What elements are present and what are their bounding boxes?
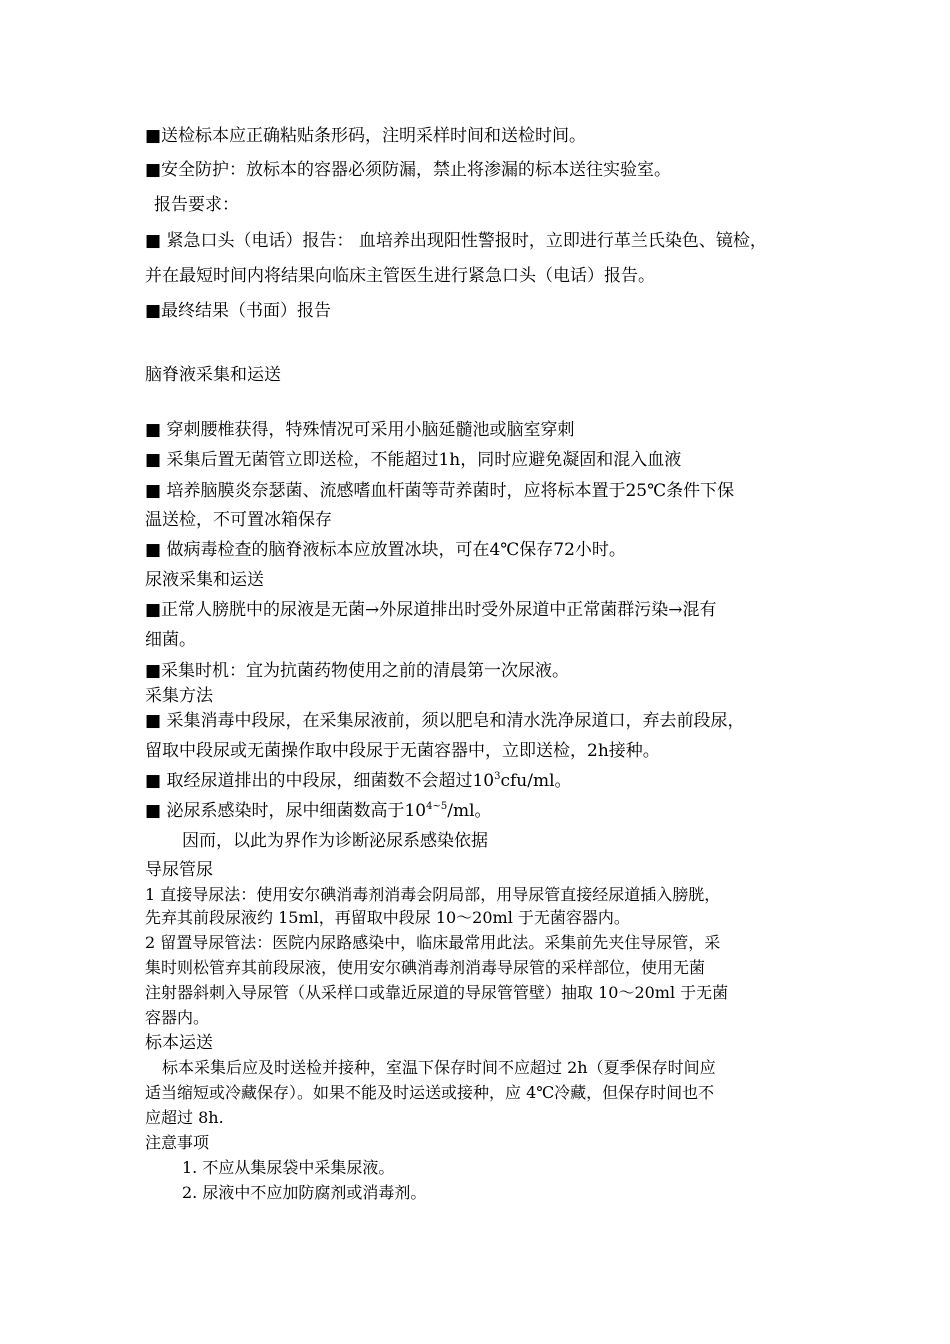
item-text: /ml。	[447, 801, 492, 821]
text-line: ■ 紧急口头（电话）报告： 血培养出现阳性警报时，立即进行革兰氏染色、镜检，	[145, 231, 767, 251]
list-item: 2. 尿液中不应加防腐剂或消毒剂。	[182, 1183, 427, 1202]
list-item: ■ 培养脑膜炎奈瑟菌、流感嗜血杆菌等苛养菌时，应将标本置于25℃条件下保	[145, 481, 735, 501]
exponent: 3	[494, 771, 501, 782]
text-line: 标本采集后应及时送检并接种，室温下保存时间不应超过 2h（夏季保存时间应	[162, 1058, 716, 1077]
item-text: ■ 泌尿系感染时，尿中细菌数高于10	[145, 801, 427, 821]
text-line: 适当缩短或冷藏保存）。如果不能及时运送或接种，应 4℃冷藏，但保存时间也不	[145, 1083, 715, 1102]
text-line: 留取中段尿或无菌操作取中段尿于无菌容器中，立即送检，2h接种。	[145, 741, 660, 761]
list-item	[145, 800, 492, 822]
text-line: ■最终结果（书面）报告	[145, 301, 332, 321]
section-heading: 采集方法	[145, 686, 213, 706]
list-item: ■ 做病毒检查的脑脊液标本应放置冰块，可在4℃保存72小时。	[145, 540, 626, 560]
text-line: 细菌。	[145, 630, 196, 650]
text-line: 先弃其前段尿液约 15ml，再留取中段尿 10～20ml 于无菌容器内。	[145, 908, 630, 927]
item-text: ■ 取经尿道排出的中段尿，细菌数不会超过10	[145, 771, 495, 791]
section-heading: 标本运送	[145, 1033, 213, 1053]
text-line: 温送检，不可置冰箱保存	[145, 510, 332, 530]
text-line: 1 直接导尿法：使用安尔碘消毒剂消毒会阴局部，用导尿管直接经尿道插入膀胱，	[145, 885, 721, 904]
list-item: ■ 采集后置无菌管立即送检，不能超过1h，同时应避免凝固和混入血液	[145, 450, 682, 470]
text-line: 2 留置导尿管法：医院内尿路感染中，临床最常用此法。采集前先夹住导尿管，采	[145, 933, 721, 952]
text-line: 因而，以此为界作为诊断泌尿系感染依据	[182, 831, 488, 851]
list-item: ■ 采集消毒中段尿，在采集尿液前，须以肥皂和清水洗净尿道口，弃去前段尿，	[145, 711, 745, 731]
item-text: cfu/ml。	[500, 771, 572, 791]
text-line: ■送检标本应正确粘贴条形码，注明采样时间和送检时间。	[145, 126, 587, 146]
text-line: ■正常人膀胱中的尿液是无菌→外尿道排出时受外尿道中正常菌群污染→混有	[145, 600, 717, 620]
text-line: 注射器斜刺入导尿管（从采样口或靠近尿道的导尿管管壁）抽取 10～20ml 于无菌	[145, 983, 729, 1002]
list-item: 1. 不应从集尿袋中采集尿液。	[182, 1158, 395, 1177]
text-line: 应超过 8h.	[145, 1108, 224, 1127]
list-item: ■ 穿刺腰椎获得，特殊情况可采用小脑延髓池或脑室穿刺	[145, 420, 575, 440]
list-item	[145, 770, 572, 792]
text-line: 集时则松管弃其前段尿液，使用安尔碘消毒剂消毒导尿管的采样部位，使用无菌	[145, 958, 706, 977]
exponent: 4~5	[426, 801, 448, 812]
section-heading: 导尿管尿	[145, 860, 213, 880]
text-line: 并在最短时间内将结果向临床主管医生进行紧急口头（电话）报告。	[145, 266, 655, 286]
section-heading: 报告要求：	[154, 195, 239, 215]
text-line: ■安全防护：放标本的容器必须防漏，禁止将渗漏的标本送往实验室。	[145, 160, 672, 180]
section-heading: 尿液采集和运送	[145, 570, 264, 590]
text-line: 容器内。	[145, 1008, 210, 1027]
section-heading: 注意事项	[145, 1133, 210, 1152]
section-heading: 脑脊液采集和运送	[145, 365, 281, 385]
text-line: ■采集时机：宜为抗菌药物使用之前的清晨第一次尿液。	[145, 661, 570, 681]
